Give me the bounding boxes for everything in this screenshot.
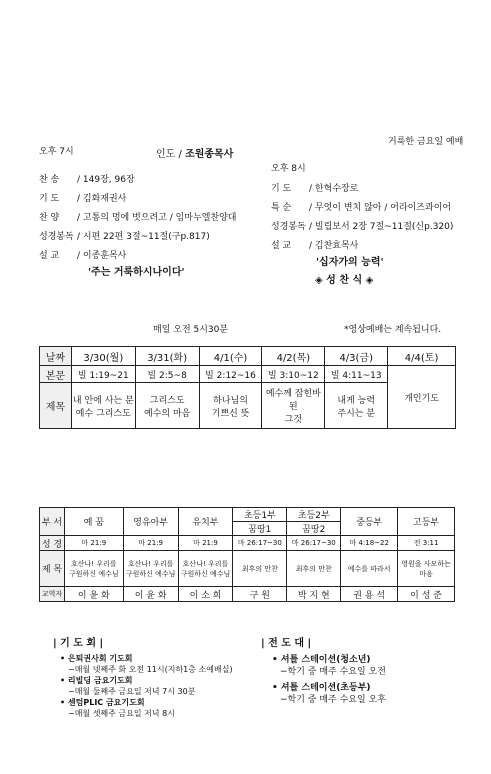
order-row: 기 도 / 김화재권사 [39, 194, 127, 204]
table-cell: 내 안에 사는 분 예수 그리스도 [71, 383, 135, 429]
table-cell: 마 21:9 [178, 536, 233, 551]
order-row: 특 순 / 무엇이 변치 않아 / 어라이즈콰이어 [271, 203, 452, 213]
left-service-leader [156, 145, 233, 160]
leader-name: 조원종목사 [185, 149, 234, 160]
department-table [39, 507, 455, 602]
order-row: 설 교 / 김찬효목사 [271, 241, 359, 251]
header-cell: 4/4(토) [388, 347, 456, 366]
table-cell: 이 윤 화 [64, 587, 123, 602]
header-cell: 4/3(금) [325, 347, 388, 366]
list-item: • 셔틀 스테이션(청소년) −학기 중 매주 수요일 오전 [272, 655, 386, 677]
order-row: 성경봉독 / 빌립보서 2장 7절~11절(신p.320) [271, 222, 454, 232]
header-cell: 꿈땅1 [233, 522, 287, 536]
table-cell: 이 윤 화 [123, 587, 178, 602]
table-cell: 호산나! 우리를 구원하신 예수님 [123, 551, 178, 587]
table-cell: 예수를 따라서 [341, 551, 398, 587]
prayer-meeting-title: | 기 도 회 | [53, 638, 104, 649]
table-cell: 영원을 사모하는 마음 [398, 551, 455, 587]
list-item: • 센텀PLIC 금요기도회 −매월 셋째주 금요일 저녁 8시 [60, 698, 175, 718]
row-label: 제 목 [40, 551, 65, 587]
order-row: 찬 양 / 고통의 멍에 벗으려고 / 임마누엘찬양대 [39, 213, 237, 223]
table-header-row [40, 508, 455, 522]
communion-label: ◈ 성 찬 식 ◈ [315, 275, 374, 286]
table-cell: 빌 2:5~8 [135, 366, 199, 383]
left-service-time: 오후 7시 [39, 147, 74, 157]
row-label: 성 경 [40, 536, 65, 551]
header-cell: 4/1(수) [199, 347, 262, 366]
order-row: 설 교 / 이종훈목사 [39, 251, 127, 261]
daily-dawn-table [39, 346, 456, 429]
evangelism-title: | 전 도 대 | [261, 638, 312, 649]
header-cell: 유치부 [178, 508, 233, 536]
header-cell: 4/2(목) [262, 347, 325, 366]
table-cell: 최후의 만찬 [287, 551, 341, 587]
table-cell: 빌 2:12~16 [199, 366, 262, 383]
list-item: • 리빌딩 금요기도회 −매월 둘째주 금요일 저녁 7시 30분 [60, 676, 196, 696]
table-cell: 전 3:11 [398, 536, 455, 551]
table-cell: 이 성 준 [398, 587, 455, 602]
right-service-order [271, 180, 453, 256]
header-cell: 부 서 [40, 508, 65, 536]
table-header-row [40, 347, 456, 366]
header-cell: 중등부 [341, 508, 398, 536]
table-cell: 마 26:17~30 [233, 536, 287, 551]
table-cell: 호산나! 우리를 구원하신 예수님 [64, 551, 123, 587]
order-row: 기 도 / 한혁수장로 [271, 184, 359, 194]
video-service-note: *영상예배는 계속됩니다. [344, 325, 442, 335]
table-cell: 예수께 잡힌바 된 그것 [262, 383, 325, 429]
daily-schedule-note: 매일 오전 5시30분 [153, 325, 229, 335]
table-cell: 마 21:9 [123, 536, 178, 551]
table-cell: 구 원 [233, 587, 287, 602]
row-label: 제목 [40, 383, 72, 429]
right-sermon-title: '십자가의 능력' [316, 257, 384, 268]
leader-label: 인도 / [156, 149, 182, 160]
table-cell: 이 소 희 [178, 587, 233, 602]
header-cell: 3/31(화) [135, 347, 199, 366]
row-label: 본문 [40, 366, 72, 383]
table-row [40, 366, 456, 383]
header-cell: 초등2부 [287, 508, 341, 522]
header-cell: 예 꿈 [64, 508, 123, 536]
header-cell: 초등1부 [233, 508, 287, 522]
table-cell: 하나님의 기쁘신 뜻 [199, 383, 262, 429]
header-cell: 고등부 [398, 508, 455, 536]
table-cell: 권 용 석 [341, 587, 398, 602]
list-item: • 셔틀 스테이션(초등부) −학기 중 매주 수요일 오후 [272, 683, 386, 705]
table-cell: 그리스도 예수의 마음 [135, 383, 199, 429]
table-cell: 박 지 현 [287, 587, 341, 602]
table-cell: 마 4:18~22 [341, 536, 398, 551]
friday-service-title: 거룩한 금요일 예배 [388, 137, 464, 147]
header-cell: 날짜 [40, 347, 72, 366]
right-service-time: 오후 8시 [271, 164, 306, 174]
left-sermon-title: '주는 거룩하시나이다' [88, 267, 185, 278]
table-row [40, 587, 455, 602]
table-row [40, 536, 455, 551]
table-cell: 내게 능력 주시는 분 [325, 383, 388, 429]
header-cell: 꿈땅2 [287, 522, 341, 536]
row-label: 교역자 [40, 587, 65, 602]
list-item: • 은퇴권사회 기도회 −매월 넷째주 화 오전 11시(지하1층 소예배실) [60, 654, 233, 674]
order-row: 찬 송 / 149장, 96장 [39, 175, 135, 185]
table-cell: 마 21:9 [64, 536, 123, 551]
table-cell: 빌 3:10~12 [262, 366, 325, 383]
table-cell: 개인기도 [388, 366, 456, 429]
table-cell: 빌 4:11~13 [325, 366, 388, 383]
table-cell: 호산나! 우리를 구원하신 예수님 [178, 551, 233, 587]
left-service-order [39, 171, 236, 266]
table-cell: 최후의 만찬 [233, 551, 287, 587]
evangelism-list [272, 654, 386, 706]
table-cell: 마 26:17~30 [287, 536, 341, 551]
prayer-meeting-list [60, 653, 233, 719]
header-cell: 3/30(월) [71, 347, 135, 366]
table-cell: 빌 1:19~21 [71, 366, 135, 383]
order-row: 성경봉독 / 시편 22편 3절~11절(구p.817) [39, 232, 210, 242]
table-row [40, 551, 455, 587]
header-cell: 영유아부 [123, 508, 178, 536]
